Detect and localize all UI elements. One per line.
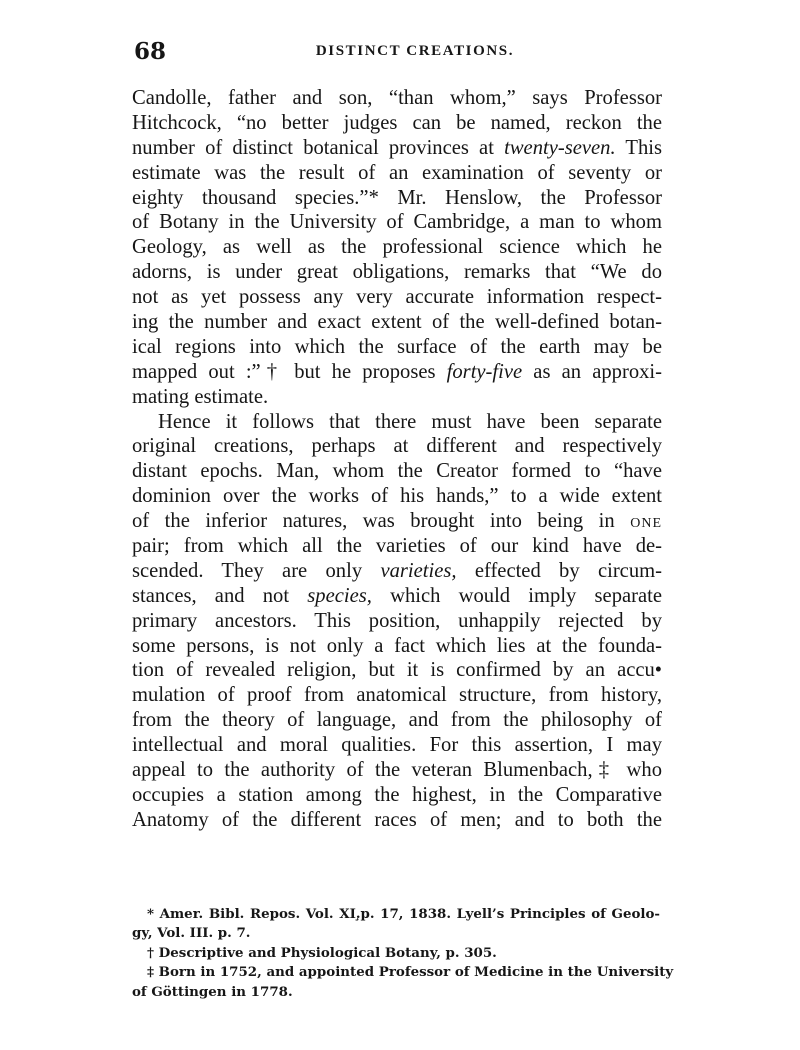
text-line: appeal to the authority of the veteran Blumenbach,‡ who [132,759,662,782]
footnote-line: * Amer. Bibl. Repos. Vol. XI.̧p. 17, 1838. Lyell’s Principles of Geolo- [147,906,660,922]
text-line: scended. They are only varieties, effected by circum- [132,559,662,582]
italic-term: twenty-seven. [504,136,616,159]
text-line: stances, and not species, which would imply separate [132,584,662,607]
text-line: pair; from which all the varieties of our kind have de- [132,535,662,558]
text-line: dominion over the works of his hands,” to a wide extent [132,485,662,508]
text-line: ing the number and exact extent of the well-defined botan- [132,311,662,334]
text-line: number of distinct botanical provinces at twenty-seven. This [132,136,662,159]
text-line: of the inferior natures, was brought into being in ONE [132,510,662,533]
italic-term: varieties, [380,559,457,582]
text-line: from the theory of language, and from the philosophy of [132,709,662,732]
text-line: ical regions into which the surface of the earth may be [132,335,662,358]
text-line: mapped out :”† but he proposes forty-five as an approxi- [132,360,662,383]
text-line: mating estimate. [132,385,269,408]
running-title: DISTINCT CREATIONS. [315,43,515,59]
footnotes [132,905,674,1002]
text-line: Candolle, father and son, “than whom,” says Professor [132,87,662,109]
footnote-line: gy, Vol. III. p. 7. [132,925,251,942]
text-line: intellectual and moral qualities. For this assertion, I may [132,734,662,757]
text-line: Geology, as well as the professional science which he [132,236,662,259]
small-caps-word: ONE [630,516,662,532]
text-line: of Botany in the University of Cambridge, a man to whom [132,211,662,234]
text-line: distant epochs. Man, whom the Creator formed to “have [132,460,662,483]
text-line: primary ancestors. This position, unhappily rejected by [132,609,662,632]
page-number: 68 [134,38,167,65]
italic-term: forty-five [446,360,523,383]
text-line: not as yet possess any very accurate information respect- [132,286,662,309]
italic-term: species, [307,584,372,607]
text-line: occupies a station among the highest, in the Comparative [132,783,662,806]
body-text [132,86,662,833]
text-line: tion of revealed religion, but it is confirmed by an accu• [132,659,662,682]
footnote-line: of Göttingen in 1778. [132,983,293,1000]
text-line: mulation of proof from anatomical structure, from history, [132,684,662,707]
footnote-line: † Descriptive and Physiological Botany, p. 305. [147,944,497,961]
text-line: eighty thousand species.”* Mr. Henslow, the Professor [132,186,662,209]
text-line: Hence it follows that there must have been separate [158,410,662,433]
text-line: estimate was the result of an examination of seventy or [132,161,662,184]
text-line: some persons, is not only a fact which lies at the founda- [132,634,662,657]
text-line: original creations, perhaps at different and respectively [132,435,662,458]
text-line: adorns, is under great obligations, remarks that “We do [132,261,662,284]
text-line: Anatomy of the different races of men; and to both the [132,808,662,831]
text-line: Hitchcock, “no better judges can be named, reckon the [132,111,662,134]
footnote-line: ‡ Born in 1752, and appointed Professor of Medicine in the University [147,964,674,981]
